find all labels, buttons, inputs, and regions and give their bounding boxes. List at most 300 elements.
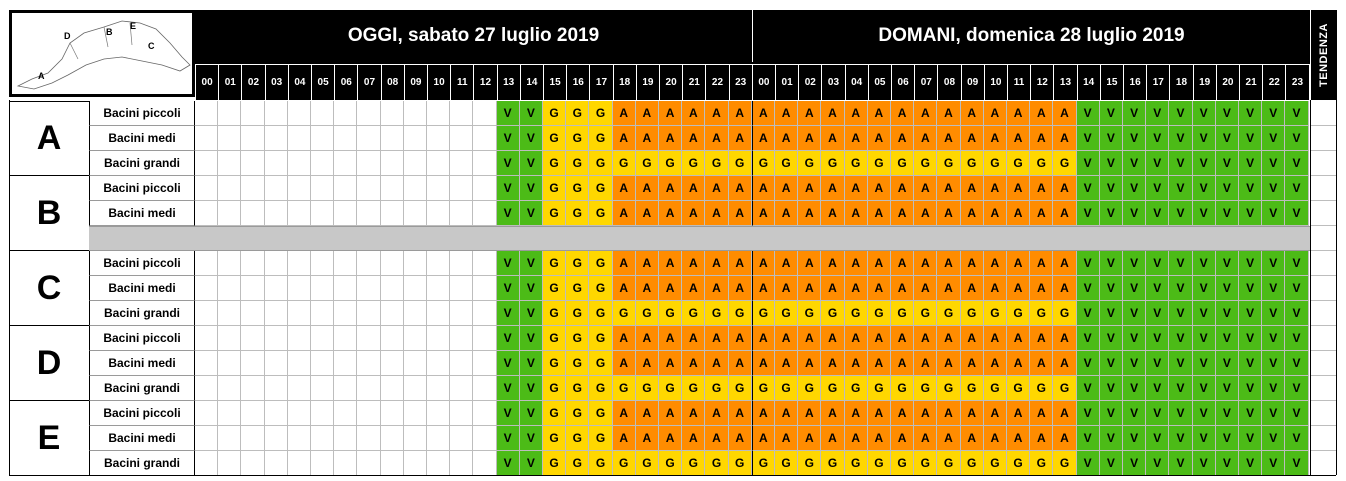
level-cell [381,326,404,351]
level-cell [450,451,473,476]
level-cell: V [1100,101,1123,126]
today-title: OGGI, sabato 27 luglio 2019 [347,25,600,46]
level-cell [450,351,473,376]
level-cell: A [636,251,659,276]
level-cell [427,426,450,451]
level-cell [288,201,311,226]
level-cell: A [845,126,868,151]
level-cell [195,151,218,176]
level-cell: A [775,176,798,201]
level-cell: A [752,276,775,301]
level-cell: V [520,351,543,376]
level-cell [241,401,264,426]
level-cell: G [589,401,612,426]
level-cell: G [613,151,636,176]
level-cell: G [845,451,868,476]
hour-header-today-10: 10 [427,64,450,100]
level-cell: V [1169,101,1192,126]
level-cell: G [589,176,612,201]
level-cell: V [1146,101,1169,126]
hour-header-tomorrow-6: 06 [891,64,914,100]
level-cell: G [589,126,612,151]
level-cell [311,326,334,351]
level-cell: A [1030,426,1053,451]
level-cell: V [1077,276,1100,301]
level-cell: A [984,326,1007,351]
level-cell [265,201,288,226]
level-cell [218,426,241,451]
level-cell: A [1007,251,1030,276]
row-label: Bacini grandi [89,451,195,476]
level-cell [218,176,241,201]
level-cell: A [961,201,984,226]
level-cell: V [1146,126,1169,151]
level-cell: G [659,151,682,176]
level-cell [334,201,357,226]
level-cell: G [1053,301,1076,326]
level-cell: V [1100,401,1123,426]
level-cell: G [1030,151,1053,176]
hour-header-today-12: 12 [473,64,496,100]
level-cell: A [937,276,960,301]
level-cell [427,276,450,301]
level-cell: A [775,251,798,276]
level-cell: V [1077,401,1100,426]
level-cell: V [1216,126,1239,151]
level-cell: V [1100,301,1123,326]
level-cell [195,201,218,226]
level-cell [288,251,311,276]
trend-cell [1310,276,1336,301]
level-cell: A [1053,276,1076,301]
level-cell: G [891,376,914,401]
level-cell: V [1123,351,1146,376]
level-cell [404,301,427,326]
level-cell: V [497,326,520,351]
level-cell [357,251,380,276]
level-cell: V [1169,376,1192,401]
level-cell: G [821,151,844,176]
level-cell [450,301,473,326]
level-cell: A [914,276,937,301]
level-cell: A [682,276,705,301]
level-cell: V [1146,401,1169,426]
level-cell: V [1193,301,1216,326]
level-cell [404,176,427,201]
level-cell: G [845,376,868,401]
level-cell [334,126,357,151]
row-label: Bacini piccoli [89,251,195,276]
level-cell: A [914,351,937,376]
row-label: Bacini piccoli [89,326,195,351]
level-cell: G [984,301,1007,326]
level-cell: A [914,426,937,451]
level-cell: A [868,351,891,376]
level-cell: A [659,101,682,126]
level-cell: A [613,326,636,351]
level-cell: A [891,276,914,301]
level-cell [265,326,288,351]
level-cell: V [497,351,520,376]
level-cell: A [1053,126,1076,151]
level-cell: V [1146,326,1169,351]
liguria-map [9,10,195,97]
level-cell: V [497,376,520,401]
level-cell: A [682,326,705,351]
level-cell: V [1077,451,1100,476]
level-cell [381,151,404,176]
zone-label-a: A [9,101,89,176]
level-cell: V [1239,201,1262,226]
level-cell: A [1007,351,1030,376]
level-cell: A [914,326,937,351]
level-cell: G [937,301,960,326]
level-cell: A [798,326,821,351]
level-cell: G [682,301,705,326]
level-cell: A [705,276,728,301]
level-cell: G [566,376,589,401]
level-cell [311,201,334,226]
map-letter-b: B [106,27,113,37]
level-cell: G [1007,376,1030,401]
level-cell [357,376,380,401]
level-cell [381,351,404,376]
level-cell: V [1216,401,1239,426]
level-cell [241,101,264,126]
level-cell [473,301,496,326]
level-cell: V [1100,151,1123,176]
level-cell: G [868,451,891,476]
level-cell: V [520,101,543,126]
level-cell: A [1053,426,1076,451]
level-cell: A [798,251,821,276]
level-cell: V [1193,351,1216,376]
level-cell: A [682,101,705,126]
hour-header-today-2: 02 [241,64,264,100]
level-cell [450,151,473,176]
level-cell: G [589,276,612,301]
level-cell [357,451,380,476]
level-cell: A [891,251,914,276]
level-cell [311,101,334,126]
level-cell [427,326,450,351]
level-cell: A [891,126,914,151]
level-cell: V [1285,351,1308,376]
level-cell [288,126,311,151]
level-cell [427,401,450,426]
level-cell: G [659,301,682,326]
level-cell: V [1193,426,1216,451]
level-cell: G [543,151,566,176]
trend-cell [1310,451,1336,476]
level-cell: A [868,201,891,226]
level-cell: G [566,326,589,351]
level-cell [311,351,334,376]
level-cell [311,151,334,176]
level-cell: V [1193,376,1216,401]
level-cell: A [1030,176,1053,201]
trend-right-border [1336,10,1337,475]
level-cell [265,351,288,376]
level-cell [473,426,496,451]
level-cell: A [752,126,775,151]
level-cell: A [1007,426,1030,451]
left-border [9,100,10,475]
level-cell: A [636,426,659,451]
level-cell [473,401,496,426]
level-cell: V [1169,176,1192,201]
level-cell: A [821,426,844,451]
level-cell: A [1030,276,1053,301]
level-cell: V [1285,176,1308,201]
level-cell: A [705,201,728,226]
hour-header-today-3: 03 [265,64,288,100]
level-cell [357,401,380,426]
level-cell: A [868,126,891,151]
hour-header-tomorrow-8: 08 [937,64,960,100]
level-cell: V [1169,301,1192,326]
level-cell: G [543,326,566,351]
level-cell [450,276,473,301]
level-cell: G [589,351,612,376]
level-cell: A [1007,401,1030,426]
level-cell: G [891,301,914,326]
level-cell: A [1007,276,1030,301]
level-cell: G [961,151,984,176]
hour-header-today-7: 07 [357,64,380,100]
level-cell: G [566,451,589,476]
level-cell: A [845,201,868,226]
level-cell: V [1193,201,1216,226]
row-label: Bacini piccoli [89,176,195,201]
level-cell [265,176,288,201]
level-cell: A [891,401,914,426]
level-cell: A [1053,251,1076,276]
hour-header-tomorrow-18: 18 [1169,64,1192,100]
level-cell: A [659,351,682,376]
level-cell: A [891,351,914,376]
level-cell: G [961,301,984,326]
hour-header-tomorrow-21: 21 [1239,64,1262,100]
level-cell: V [1239,376,1262,401]
level-cell: A [729,201,752,226]
level-cell: A [1007,326,1030,351]
level-cell: V [1193,276,1216,301]
level-cell: G [1030,451,1053,476]
level-cell [265,251,288,276]
level-cell: A [821,201,844,226]
hour-header-today-13: 13 [497,64,520,100]
row-label: Bacini piccoli [89,101,195,126]
level-cell: V [1146,376,1169,401]
level-cell: G [752,376,775,401]
level-cell: A [752,251,775,276]
level-cell: V [1193,401,1216,426]
level-cell: G [1007,451,1030,476]
level-cell [381,276,404,301]
level-cell: V [1077,101,1100,126]
level-cell [241,426,264,451]
level-cell: A [636,101,659,126]
level-cell [404,451,427,476]
level-cell: G [868,301,891,326]
level-cell: V [1077,301,1100,326]
level-cell: A [613,176,636,201]
hour-header-today-8: 08 [381,64,404,100]
level-cell: A [752,401,775,426]
level-cell: V [1262,151,1285,176]
level-cell [381,101,404,126]
level-cell: V [1169,201,1192,226]
level-cell: A [1007,126,1030,151]
level-cell: A [659,251,682,276]
level-cell [288,151,311,176]
level-cell: V [497,426,520,451]
level-cell: A [961,326,984,351]
level-cell [195,376,218,401]
zone-label-e: E [9,401,89,476]
level-cell [195,401,218,426]
hour-header-today-16: 16 [566,64,589,100]
level-cell: G [775,301,798,326]
level-cell: V [520,301,543,326]
level-cell: V [1193,326,1216,351]
hour-header-tomorrow-1: 01 [775,64,798,100]
level-cell: G [543,426,566,451]
level-cell: A [775,101,798,126]
hour-header-today-6: 06 [334,64,357,100]
level-cell: G [729,301,752,326]
level-cell: V [1216,451,1239,476]
level-cell: G [775,376,798,401]
level-cell: A [775,201,798,226]
level-cell [450,101,473,126]
level-cell: A [705,401,728,426]
level-cell: A [868,176,891,201]
trend-cell [1310,351,1336,376]
level-cell: A [729,176,752,201]
level-cell: G [636,151,659,176]
level-cell: G [752,151,775,176]
level-cell: A [868,251,891,276]
level-cell: A [1053,401,1076,426]
level-cell: G [868,376,891,401]
trend-cell [1310,301,1336,326]
level-cell [357,351,380,376]
level-cell [404,376,427,401]
level-cell [404,276,427,301]
zone-label-b: B [9,176,89,251]
hour-header-today-20: 20 [659,64,682,100]
level-cell: V [1123,276,1146,301]
tomorrow-title: DOMANI, domenica 28 luglio 2019 [752,10,1310,62]
level-cell: G [821,451,844,476]
level-cell [334,351,357,376]
level-cell: V [1100,426,1123,451]
level-cell: G [566,151,589,176]
level-cell: V [1169,326,1192,351]
level-cell: A [914,201,937,226]
level-cell: A [775,426,798,451]
level-cell [473,201,496,226]
level-cell [473,451,496,476]
level-cell [404,251,427,276]
level-cell: A [821,126,844,151]
level-cell [241,276,264,301]
level-cell: V [1262,176,1285,201]
level-cell: V [1100,326,1123,351]
level-cell: V [1193,126,1216,151]
level-cell [357,176,380,201]
level-cell: V [1262,326,1285,351]
level-cell: V [1169,276,1192,301]
level-cell: A [659,426,682,451]
level-cell: A [705,101,728,126]
level-cell: V [497,176,520,201]
level-cell [218,301,241,326]
level-cell: V [1239,326,1262,351]
level-cell: G [891,151,914,176]
level-cell: A [1030,351,1053,376]
level-cell: G [566,176,589,201]
trend-cell [1310,326,1336,351]
level-cell: V [1146,201,1169,226]
level-cell: A [729,401,752,426]
level-cell: V [497,451,520,476]
level-cell: A [961,251,984,276]
level-cell: A [937,426,960,451]
hour-header-tomorrow-14: 14 [1077,64,1100,100]
level-cell [265,151,288,176]
level-cell: G [589,251,612,276]
level-cell: G [729,151,752,176]
level-cell [404,351,427,376]
level-cell: A [705,126,728,151]
level-cell: A [821,326,844,351]
level-cell [357,326,380,351]
level-cell: V [1100,376,1123,401]
level-cell: V [497,151,520,176]
level-cell: A [914,101,937,126]
level-cell: G [914,301,937,326]
level-cell: V [1077,326,1100,351]
hour-header-tomorrow-23: 23 [1285,64,1308,100]
level-cell [357,426,380,451]
level-cell: G [1053,151,1076,176]
level-cell: V [497,276,520,301]
level-cell: V [1123,151,1146,176]
hour-header-today-21: 21 [682,64,705,100]
liguria-map-icon [12,13,192,94]
level-cell [311,426,334,451]
level-cell: A [613,276,636,301]
trend-cell [1310,101,1336,126]
level-cell [195,326,218,351]
level-cell: G [613,301,636,326]
level-cell: G [821,376,844,401]
level-cell: V [1123,401,1146,426]
level-cell: A [1053,351,1076,376]
level-cell: G [659,376,682,401]
level-cell [450,376,473,401]
level-cell: V [1285,276,1308,301]
level-cell [218,201,241,226]
level-cell [195,251,218,276]
level-cell [427,176,450,201]
level-cell: A [682,126,705,151]
level-cell: A [705,176,728,201]
level-cell: A [914,401,937,426]
